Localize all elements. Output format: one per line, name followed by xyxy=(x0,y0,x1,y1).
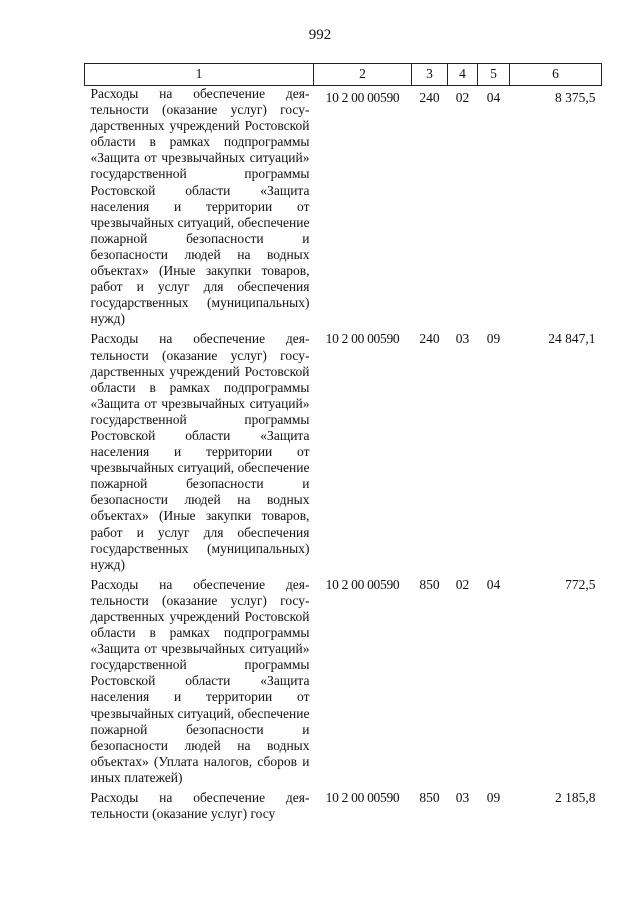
row-expense-type: 850 xyxy=(419,790,440,806)
column-header-subsection: 5 xyxy=(478,64,510,86)
page-number: 992 xyxy=(308,27,332,43)
column-header-section: 4 xyxy=(448,64,478,86)
column-header-type: 3 xyxy=(412,64,448,86)
row-target-code: 10 2 00 00590 xyxy=(325,331,400,347)
table-row xyxy=(85,331,602,576)
row-expense-type: 240 xyxy=(419,331,440,347)
row-amount: 772,5 xyxy=(565,576,596,592)
row-subsection: 04 xyxy=(486,90,501,105)
column-header-amount: 6 xyxy=(510,64,602,86)
table-row xyxy=(85,577,602,790)
row-section: 03 xyxy=(455,790,470,806)
row-amount: 8 375,5 xyxy=(555,90,596,105)
column-header-description: 1 xyxy=(85,64,314,86)
table-header-row xyxy=(85,64,602,86)
row-amount: 2 185,8 xyxy=(555,790,596,806)
row-amount: 24 847,1 xyxy=(548,331,596,347)
row-description: Расходы на обеспечение деятельности (оказание услуг) государственных учреждений Ростовской области в рамках подпрограммы «Защита от чрезвычайных ситуаций» государственной программы Ростовской области «Защита населения и территории от чрезвычайных ситуаций, обеспечение пожарной безопасности и безопасности людей на водных объектах» (Уплата налогов, сборов и иных платежей) xyxy=(90,576,310,785)
row-section: 02 xyxy=(455,576,470,592)
row-target-code: 10 2 00 00590 xyxy=(325,90,400,105)
row-target-code: 10 2 00 00590 xyxy=(325,790,400,806)
row-expense-type: 240 xyxy=(419,90,440,105)
row-description: Расходы на обеспечение деятельности (оказание услуг) госу xyxy=(90,790,310,822)
row-section: 03 xyxy=(455,331,470,347)
table-row xyxy=(85,790,602,826)
row-expense-type: 850 xyxy=(419,576,440,592)
row-description: Расходы на обеспечение деятельности (оказание услуг) государственных учреждений Ростовской области в рамках подпрограммы «Защита от чрезвычайных ситуаций» государственной программы Ростовской области «Защита населения и территории от чрезвычайных ситуаций, обеспечение пожарной безопасности и безопасности людей на водных объектах» (Иные закупки товаров, работ и услуг для обеспечения государственных (муниципальных) нужд) xyxy=(90,331,310,572)
row-description: Расходы на обеспечение деятельности (оказание услуг) государственных учреждений Ростовской области в рамках подпрограммы «Защита от чрезвычайных ситуаций» государственной программы Ростовской области «Защита населения и территории от чрезвычайных ситуаций, обеспечение пожарной безопасности и безопасности людей на водных объектах» (Иные закупки товаров, работ и услуг для обеспечения государственных (муниципальных) нужд) xyxy=(90,86,310,327)
row-target-code: 10 2 00 00590 xyxy=(325,576,400,592)
column-header-code: 2 xyxy=(314,64,412,86)
budget-table xyxy=(84,63,602,826)
row-subsection: 09 xyxy=(486,331,501,347)
row-section: 02 xyxy=(455,90,470,105)
table-row xyxy=(85,86,602,332)
row-subsection: 09 xyxy=(486,790,501,806)
row-subsection: 04 xyxy=(486,576,501,592)
